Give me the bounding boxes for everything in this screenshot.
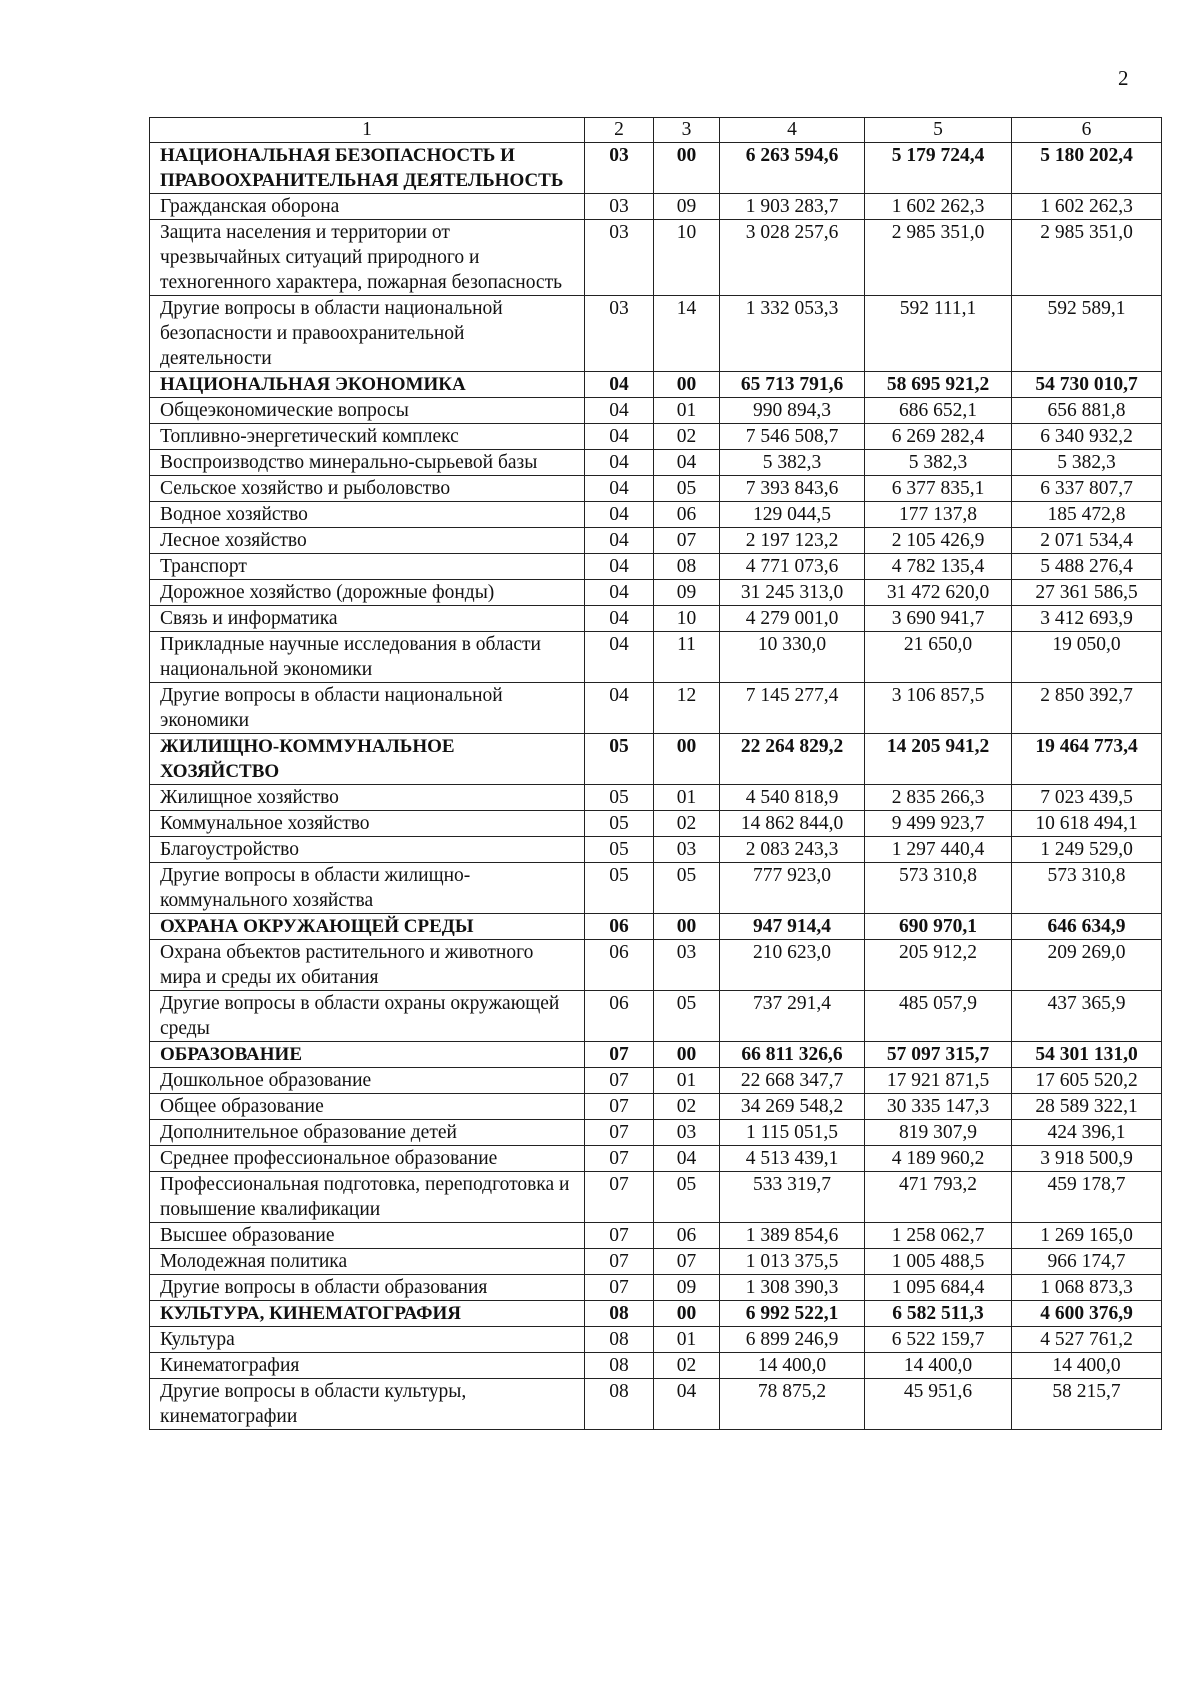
amount-col-5: 4 782 135,4	[865, 554, 1012, 580]
amount-col-4: 947 914,4	[720, 914, 865, 940]
subsection-code: 05	[654, 991, 720, 1042]
budget-item-name: КУЛЬТУРА, КИНЕМАТОГРАФИЯ	[150, 1301, 585, 1327]
amount-col-4: 2 083 243,3	[720, 837, 865, 863]
section-code: 05	[585, 863, 654, 914]
amount-col-6: 209 269,0	[1012, 940, 1162, 991]
subsection-code: 06	[654, 502, 720, 528]
table-row	[150, 1223, 1162, 1249]
amount-col-5: 14 400,0	[865, 1353, 1012, 1379]
section-code: 06	[585, 991, 654, 1042]
section-code: 06	[585, 914, 654, 940]
budget-item-name: Жилищное хозяйство	[150, 785, 585, 811]
table-row	[150, 683, 1162, 734]
amount-col-6: 573 310,8	[1012, 863, 1162, 914]
amount-col-4: 7 145 277,4	[720, 683, 865, 734]
budget-item-name: Кинематография	[150, 1353, 585, 1379]
table-row	[150, 991, 1162, 1042]
amount-col-5: 30 335 147,3	[865, 1094, 1012, 1120]
amount-col-4: 14 862 844,0	[720, 811, 865, 837]
amount-col-4: 1 332 053,3	[720, 296, 865, 372]
section-code: 03	[585, 296, 654, 372]
column-header-6: 6	[1012, 118, 1162, 143]
subsection-code: 01	[654, 398, 720, 424]
amount-col-6: 17 605 520,2	[1012, 1068, 1162, 1094]
section-code: 07	[585, 1146, 654, 1172]
budget-item-name: Прикладные научные исследования в области национальной экономики	[150, 632, 585, 683]
table-row	[150, 1068, 1162, 1094]
table-row	[150, 1275, 1162, 1301]
budget-item-name: Воспроизводство минерально-сырьевой базы	[150, 450, 585, 476]
amount-col-4: 777 923,0	[720, 863, 865, 914]
amount-col-5: 485 057,9	[865, 991, 1012, 1042]
amount-col-4: 65 713 791,6	[720, 372, 865, 398]
amount-col-6: 185 472,8	[1012, 502, 1162, 528]
budget-item-name: Связь и информатика	[150, 606, 585, 632]
amount-col-5: 690 970,1	[865, 914, 1012, 940]
section-code: 07	[585, 1094, 654, 1120]
amount-col-4: 1 115 051,5	[720, 1120, 865, 1146]
budget-item-name: Благоустройство	[150, 837, 585, 863]
amount-col-4: 22 668 347,7	[720, 1068, 865, 1094]
amount-col-6: 5 488 276,4	[1012, 554, 1162, 580]
amount-col-5: 4 189 960,2	[865, 1146, 1012, 1172]
subsection-code: 14	[654, 296, 720, 372]
column-header-2: 2	[585, 118, 654, 143]
budget-item-name: ОХРАНА ОКРУЖАЮЩЕЙ СРЕДЫ	[150, 914, 585, 940]
budget-item-name: Сельское хозяйство и рыболовство	[150, 476, 585, 502]
section-code: 07	[585, 1249, 654, 1275]
amount-col-5: 5 382,3	[865, 450, 1012, 476]
section-code: 03	[585, 143, 654, 194]
amount-col-4: 129 044,5	[720, 502, 865, 528]
section-total-row	[150, 372, 1162, 398]
amount-col-6: 3 412 693,9	[1012, 606, 1162, 632]
amount-col-5: 14 205 941,2	[865, 734, 1012, 785]
table-row	[150, 1379, 1162, 1430]
budget-item-name: Транспорт	[150, 554, 585, 580]
amount-col-5: 6 269 282,4	[865, 424, 1012, 450]
section-code: 03	[585, 220, 654, 296]
section-code: 04	[585, 450, 654, 476]
amount-col-5: 6 582 511,3	[865, 1301, 1012, 1327]
amount-col-4: 6 899 246,9	[720, 1327, 865, 1353]
amount-col-6: 58 215,7	[1012, 1379, 1162, 1430]
section-code: 08	[585, 1301, 654, 1327]
table-row	[150, 632, 1162, 683]
budget-item-name: Профессиональная подготовка, переподготовка и повышение квалификации	[150, 1172, 585, 1223]
budget-table-body	[150, 118, 1162, 1430]
amount-col-4: 7 393 843,6	[720, 476, 865, 502]
section-code: 05	[585, 785, 654, 811]
subsection-code: 04	[654, 1379, 720, 1430]
column-header-4: 4	[720, 118, 865, 143]
section-code: 04	[585, 424, 654, 450]
amount-col-6: 4 527 761,2	[1012, 1327, 1162, 1353]
table-row	[150, 424, 1162, 450]
amount-col-4: 210 623,0	[720, 940, 865, 991]
amount-col-5: 45 951,6	[865, 1379, 1012, 1430]
amount-col-5: 686 652,1	[865, 398, 1012, 424]
subsection-code: 00	[654, 1042, 720, 1068]
column-header-1: 1	[150, 118, 585, 143]
subsection-code: 01	[654, 785, 720, 811]
subsection-code: 05	[654, 863, 720, 914]
amount-col-4: 990 894,3	[720, 398, 865, 424]
amount-col-4: 4 540 818,9	[720, 785, 865, 811]
subsection-code: 04	[654, 450, 720, 476]
budget-item-name: Защита населения и территории от чрезвычайных ситуаций природного и техногенного характера, пожарная безопасность	[150, 220, 585, 296]
subsection-code: 05	[654, 476, 720, 502]
budget-item-name: НАЦИОНАЛЬНАЯ ЭКОНОМИКА	[150, 372, 585, 398]
amount-col-6: 14 400,0	[1012, 1353, 1162, 1379]
budget-item-name: Дополнительное образование детей	[150, 1120, 585, 1146]
amount-col-6: 437 365,9	[1012, 991, 1162, 1042]
budget-item-name: Дорожное хозяйство (дорожные фонды)	[150, 580, 585, 606]
section-code: 07	[585, 1068, 654, 1094]
subsection-code: 11	[654, 632, 720, 683]
budget-item-name: Среднее профессиональное образование	[150, 1146, 585, 1172]
subsection-code: 03	[654, 1120, 720, 1146]
budget-item-name: НАЦИОНАЛЬНАЯ БЕЗОПАСНОСТЬ И ПРАВООХРАНИТЕЛЬНАЯ ДЕЯТЕЛЬНОСТЬ	[150, 143, 585, 194]
table-row	[150, 554, 1162, 580]
amount-col-6: 10 618 494,1	[1012, 811, 1162, 837]
subsection-code: 00	[654, 1301, 720, 1327]
amount-col-4: 78 875,2	[720, 1379, 865, 1430]
table-row	[150, 1327, 1162, 1353]
section-code: 04	[585, 398, 654, 424]
section-code: 07	[585, 1120, 654, 1146]
subsection-code: 08	[654, 554, 720, 580]
amount-col-5: 3 106 857,5	[865, 683, 1012, 734]
table-row	[150, 220, 1162, 296]
table-row	[150, 476, 1162, 502]
amount-col-5: 6 522 159,7	[865, 1327, 1012, 1353]
budget-item-name: Высшее образование	[150, 1223, 585, 1249]
amount-col-5: 1 005 488,5	[865, 1249, 1012, 1275]
budget-item-name: Другие вопросы в области национальной экономики	[150, 683, 585, 734]
amount-col-4: 2 197 123,2	[720, 528, 865, 554]
table-row	[150, 1249, 1162, 1275]
table-row	[150, 296, 1162, 372]
subsection-code: 01	[654, 1068, 720, 1094]
subsection-code: 10	[654, 606, 720, 632]
subsection-code: 00	[654, 914, 720, 940]
amount-col-4: 1 389 854,6	[720, 1223, 865, 1249]
amount-col-6: 6 337 807,7	[1012, 476, 1162, 502]
table-row	[150, 940, 1162, 991]
section-code: 04	[585, 502, 654, 528]
budget-item-name: Общее образование	[150, 1094, 585, 1120]
section-code: 08	[585, 1379, 654, 1430]
amount-col-6: 2 071 534,4	[1012, 528, 1162, 554]
budget-table	[149, 117, 1162, 1430]
section-code: 06	[585, 940, 654, 991]
amount-col-5: 1 602 262,3	[865, 194, 1012, 220]
section-code: 04	[585, 476, 654, 502]
amount-col-6: 19 050,0	[1012, 632, 1162, 683]
section-code: 07	[585, 1042, 654, 1068]
amount-col-5: 819 307,9	[865, 1120, 1012, 1146]
budget-item-name: Дошкольное образование	[150, 1068, 585, 1094]
amount-col-5: 17 921 871,5	[865, 1068, 1012, 1094]
subsection-code: 07	[654, 528, 720, 554]
column-number-header-row	[150, 118, 1162, 143]
amount-col-4: 4 513 439,1	[720, 1146, 865, 1172]
subsection-code: 10	[654, 220, 720, 296]
table-row	[150, 811, 1162, 837]
budget-item-name: ЖИЛИЩНО-КОММУНАЛЬНОЕ ХОЗЯЙСТВО	[150, 734, 585, 785]
budget-item-name: Другие вопросы в области образования	[150, 1275, 585, 1301]
budget-item-name: Коммунальное хозяйство	[150, 811, 585, 837]
amount-col-4: 14 400,0	[720, 1353, 865, 1379]
section-code: 04	[585, 554, 654, 580]
amount-col-6: 1 269 165,0	[1012, 1223, 1162, 1249]
amount-col-6: 1 249 529,0	[1012, 837, 1162, 863]
subsection-code: 01	[654, 1327, 720, 1353]
section-code: 04	[585, 528, 654, 554]
amount-col-4: 10 330,0	[720, 632, 865, 683]
budget-item-name: Охрана объектов растительного и животного мира и среды их обитания	[150, 940, 585, 991]
amount-col-6: 28 589 322,1	[1012, 1094, 1162, 1120]
amount-col-5: 177 137,8	[865, 502, 1012, 528]
amount-col-6: 592 589,1	[1012, 296, 1162, 372]
amount-col-4: 7 546 508,7	[720, 424, 865, 450]
section-code: 07	[585, 1223, 654, 1249]
table-row	[150, 194, 1162, 220]
amount-col-6: 6 340 932,2	[1012, 424, 1162, 450]
section-code: 08	[585, 1327, 654, 1353]
budget-item-name: Молодежная политика	[150, 1249, 585, 1275]
table-row	[150, 1094, 1162, 1120]
amount-col-5: 9 499 923,7	[865, 811, 1012, 837]
section-total-row	[150, 914, 1162, 940]
subsection-code: 02	[654, 811, 720, 837]
amount-col-5: 1 297 440,4	[865, 837, 1012, 863]
amount-col-6: 2 850 392,7	[1012, 683, 1162, 734]
section-code: 04	[585, 683, 654, 734]
amount-col-6: 459 178,7	[1012, 1172, 1162, 1223]
amount-col-6: 424 396,1	[1012, 1120, 1162, 1146]
amount-col-4: 5 382,3	[720, 450, 865, 476]
page-number: 2	[1118, 66, 1129, 90]
amount-col-5: 592 111,1	[865, 296, 1012, 372]
amount-col-5: 471 793,2	[865, 1172, 1012, 1223]
table-row	[150, 837, 1162, 863]
amount-col-4: 737 291,4	[720, 991, 865, 1042]
section-total-row	[150, 1042, 1162, 1068]
amount-col-4: 1 903 283,7	[720, 194, 865, 220]
amount-col-6: 3 918 500,9	[1012, 1146, 1162, 1172]
subsection-code: 02	[654, 1094, 720, 1120]
amount-col-4: 533 319,7	[720, 1172, 865, 1223]
subsection-code: 07	[654, 1249, 720, 1275]
amount-col-4: 22 264 829,2	[720, 734, 865, 785]
table-row	[150, 398, 1162, 424]
section-code: 07	[585, 1275, 654, 1301]
section-code: 05	[585, 837, 654, 863]
amount-col-4: 6 992 522,1	[720, 1301, 865, 1327]
table-row	[150, 502, 1162, 528]
table-row	[150, 863, 1162, 914]
budget-item-name: Водное хозяйство	[150, 502, 585, 528]
amount-col-4: 31 245 313,0	[720, 580, 865, 606]
amount-col-6: 27 361 586,5	[1012, 580, 1162, 606]
amount-col-4: 4 771 073,6	[720, 554, 865, 580]
amount-col-5: 58 695 921,2	[865, 372, 1012, 398]
budget-item-name: Другие вопросы в области национальной безопасности и правоохранительной деятельности	[150, 296, 585, 372]
budget-item-name: Гражданская оборона	[150, 194, 585, 220]
budget-item-name: Другие вопросы в области жилищно-коммунального хозяйства	[150, 863, 585, 914]
subsection-code: 00	[654, 372, 720, 398]
section-code: 04	[585, 372, 654, 398]
amount-col-5: 2 835 266,3	[865, 785, 1012, 811]
amount-col-5: 2 985 351,0	[865, 220, 1012, 296]
budget-item-name: Культура	[150, 1327, 585, 1353]
amount-col-6: 5 382,3	[1012, 450, 1162, 476]
amount-col-6: 4 600 376,9	[1012, 1301, 1162, 1327]
section-code: 07	[585, 1172, 654, 1223]
table-row	[150, 785, 1162, 811]
amount-col-6: 19 464 773,4	[1012, 734, 1162, 785]
table-row	[150, 450, 1162, 476]
budget-item-name: ОБРАЗОВАНИЕ	[150, 1042, 585, 1068]
amount-col-5: 1 095 684,4	[865, 1275, 1012, 1301]
section-code: 04	[585, 606, 654, 632]
section-code: 03	[585, 194, 654, 220]
table-row	[150, 606, 1162, 632]
amount-col-5: 6 377 835,1	[865, 476, 1012, 502]
subsection-code: 03	[654, 940, 720, 991]
subsection-code: 02	[654, 1353, 720, 1379]
amount-col-4: 1 013 375,5	[720, 1249, 865, 1275]
section-code: 04	[585, 632, 654, 683]
subsection-code: 09	[654, 1275, 720, 1301]
amount-col-5: 205 912,2	[865, 940, 1012, 991]
subsection-code: 12	[654, 683, 720, 734]
amount-col-5: 2 105 426,9	[865, 528, 1012, 554]
table-row	[150, 528, 1162, 554]
table-row	[150, 1353, 1162, 1379]
table-row	[150, 1146, 1162, 1172]
amount-col-6: 1 068 873,3	[1012, 1275, 1162, 1301]
amount-col-5: 1 258 062,7	[865, 1223, 1012, 1249]
amount-col-4: 1 308 390,3	[720, 1275, 865, 1301]
section-code: 05	[585, 811, 654, 837]
amount-col-5: 3 690 941,7	[865, 606, 1012, 632]
section-code: 04	[585, 580, 654, 606]
section-total-row	[150, 143, 1162, 194]
subsection-code: 00	[654, 734, 720, 785]
amount-col-6: 656 881,8	[1012, 398, 1162, 424]
amount-col-4: 4 279 001,0	[720, 606, 865, 632]
table-row	[150, 580, 1162, 606]
amount-col-6: 966 174,7	[1012, 1249, 1162, 1275]
subsection-code: 02	[654, 424, 720, 450]
amount-col-6: 646 634,9	[1012, 914, 1162, 940]
subsection-code: 09	[654, 194, 720, 220]
subsection-code: 03	[654, 837, 720, 863]
section-code: 08	[585, 1353, 654, 1379]
amount-col-6: 54 301 131,0	[1012, 1042, 1162, 1068]
amount-col-6: 5 180 202,4	[1012, 143, 1162, 194]
table-row	[150, 1120, 1162, 1146]
budget-item-name: Топливно-энергетический комплекс	[150, 424, 585, 450]
amount-col-4: 34 269 548,2	[720, 1094, 865, 1120]
amount-col-5: 573 310,8	[865, 863, 1012, 914]
budget-item-name: Лесное хозяйство	[150, 528, 585, 554]
table-row	[150, 1172, 1162, 1223]
amount-col-4: 6 263 594,6	[720, 143, 865, 194]
amount-col-5: 57 097 315,7	[865, 1042, 1012, 1068]
amount-col-4: 3 028 257,6	[720, 220, 865, 296]
amount-col-6: 7 023 439,5	[1012, 785, 1162, 811]
budget-item-name: Другие вопросы в области охраны окружающей среды	[150, 991, 585, 1042]
budget-item-name: Общеэкономические вопросы	[150, 398, 585, 424]
subsection-code: 09	[654, 580, 720, 606]
subsection-code: 05	[654, 1172, 720, 1223]
section-code: 05	[585, 734, 654, 785]
subsection-code: 04	[654, 1146, 720, 1172]
subsection-code: 06	[654, 1223, 720, 1249]
budget-item-name: Другие вопросы в области культуры, кинематографии	[150, 1379, 585, 1430]
amount-col-5: 21 650,0	[865, 632, 1012, 683]
amount-col-6: 2 985 351,0	[1012, 220, 1162, 296]
amount-col-4: 66 811 326,6	[720, 1042, 865, 1068]
subsection-code: 00	[654, 143, 720, 194]
amount-col-6: 54 730 010,7	[1012, 372, 1162, 398]
amount-col-5: 5 179 724,4	[865, 143, 1012, 194]
section-total-row	[150, 734, 1162, 785]
column-header-5: 5	[865, 118, 1012, 143]
amount-col-5: 31 472 620,0	[865, 580, 1012, 606]
section-total-row	[150, 1301, 1162, 1327]
column-header-3: 3	[654, 118, 720, 143]
amount-col-6: 1 602 262,3	[1012, 194, 1162, 220]
